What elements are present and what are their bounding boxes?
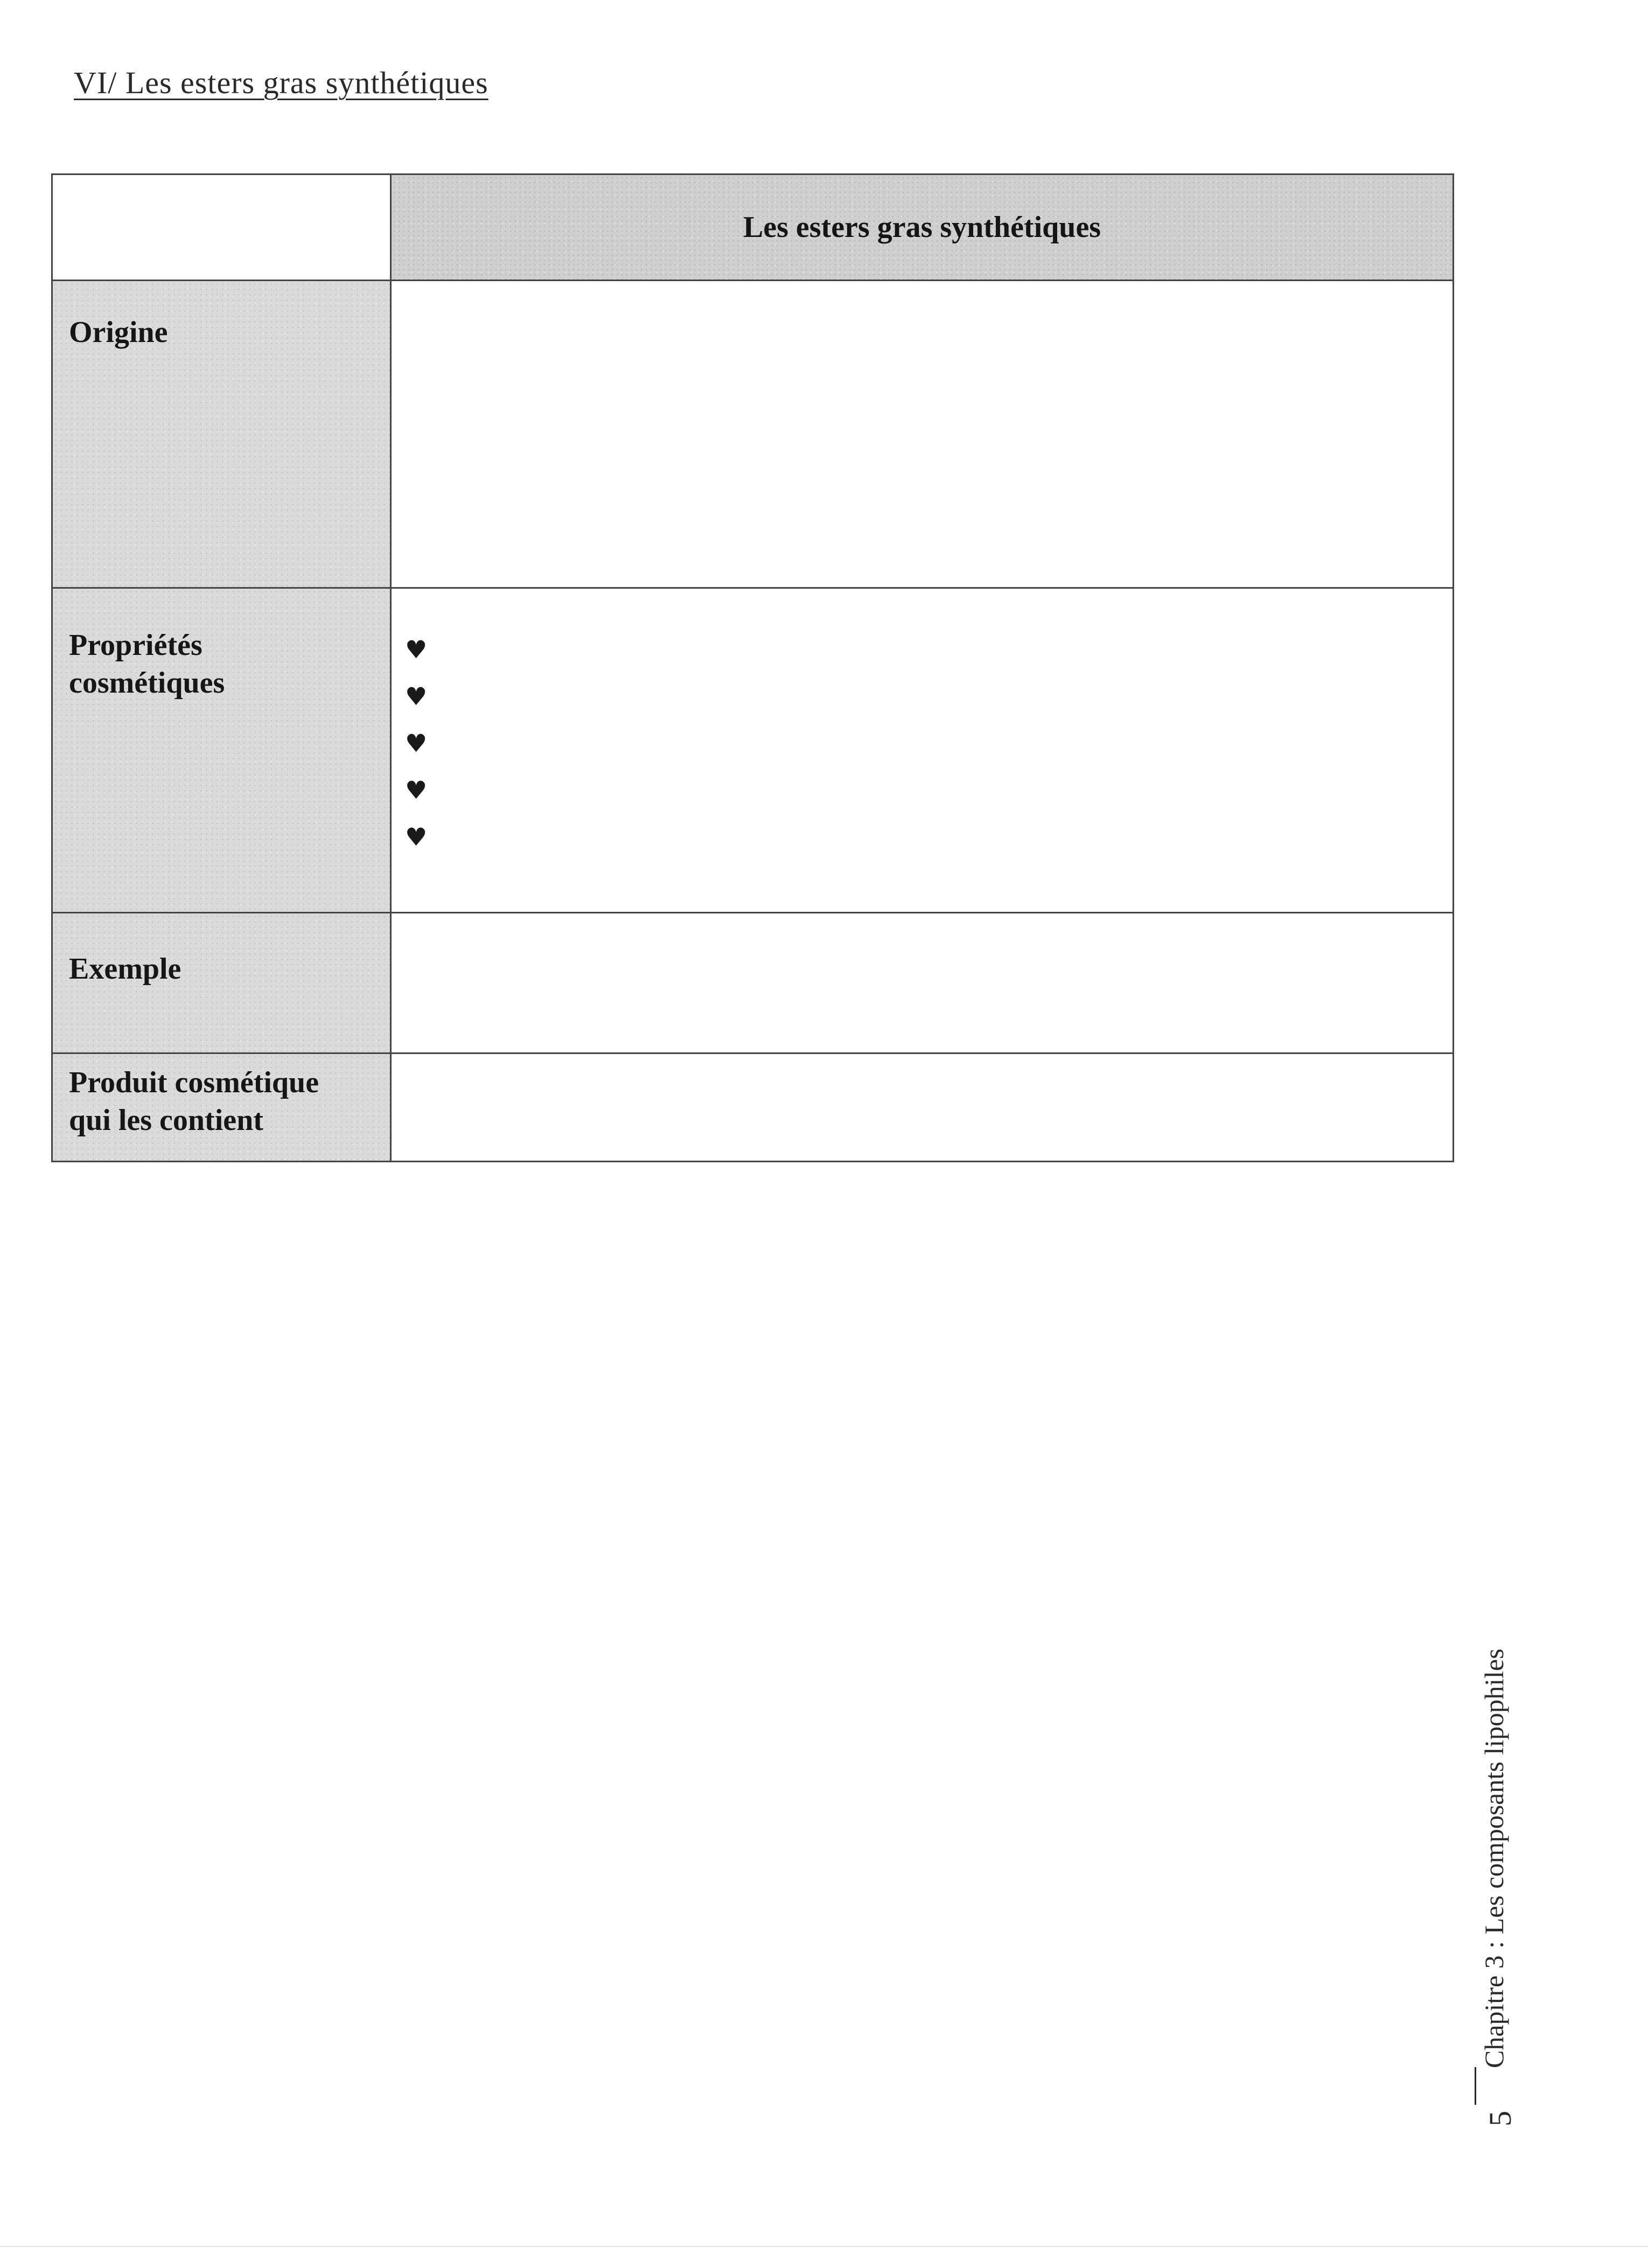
table-row-origine — [52, 281, 1454, 588]
answer-cell-origine — [391, 281, 1454, 588]
table-row-produit — [52, 1053, 1454, 1162]
answer-cell-proprietes — [391, 588, 1454, 913]
section-title: VI/ Les esters gras synthétiques — [74, 65, 488, 100]
row-label-text: cosmétiques — [69, 666, 225, 700]
table-row-exemple — [52, 913, 1454, 1053]
row-label-exemple — [52, 913, 391, 1053]
answer-cell-produit — [391, 1053, 1454, 1162]
table-row-proprietes — [52, 588, 1454, 913]
footer-divider — [1475, 2067, 1476, 2105]
heart-bullet-icon: ♥ — [405, 682, 428, 711]
table-header-cell — [391, 175, 1454, 281]
table-header-row — [52, 175, 1454, 281]
page-number: 5 — [1483, 2111, 1518, 2126]
row-label-text: Produit cosmétique — [69, 1066, 319, 1099]
row-label-text: Origine — [69, 316, 168, 349]
table-corner-cell — [52, 175, 391, 281]
heart-bullet-icon: ♥ — [405, 635, 428, 664]
footer-chapter-title: Chapitre 3 : Les composants lipophiles — [1479, 1648, 1509, 2068]
heart-bullet-icon: ♥ — [405, 729, 428, 758]
row-label-produit — [52, 1053, 391, 1162]
row-label-text: Propriétés — [69, 629, 202, 662]
scan-edge-line — [0, 2246, 1648, 2247]
row-label-text: qui les contient — [69, 1104, 263, 1137]
table-header-title: Les esters gras synthétiques — [743, 211, 1101, 244]
answer-cell-exemple — [391, 913, 1454, 1053]
heart-bullet-icon: ♥ — [405, 822, 428, 852]
heart-bullet-icon: ♥ — [405, 776, 428, 805]
heart-bullet-list — [392, 589, 1453, 861]
row-label-proprietes — [52, 588, 391, 913]
worksheet-table — [51, 173, 1454, 1162]
row-label-origine — [52, 281, 391, 588]
row-label-text: Exemple — [69, 952, 181, 986]
